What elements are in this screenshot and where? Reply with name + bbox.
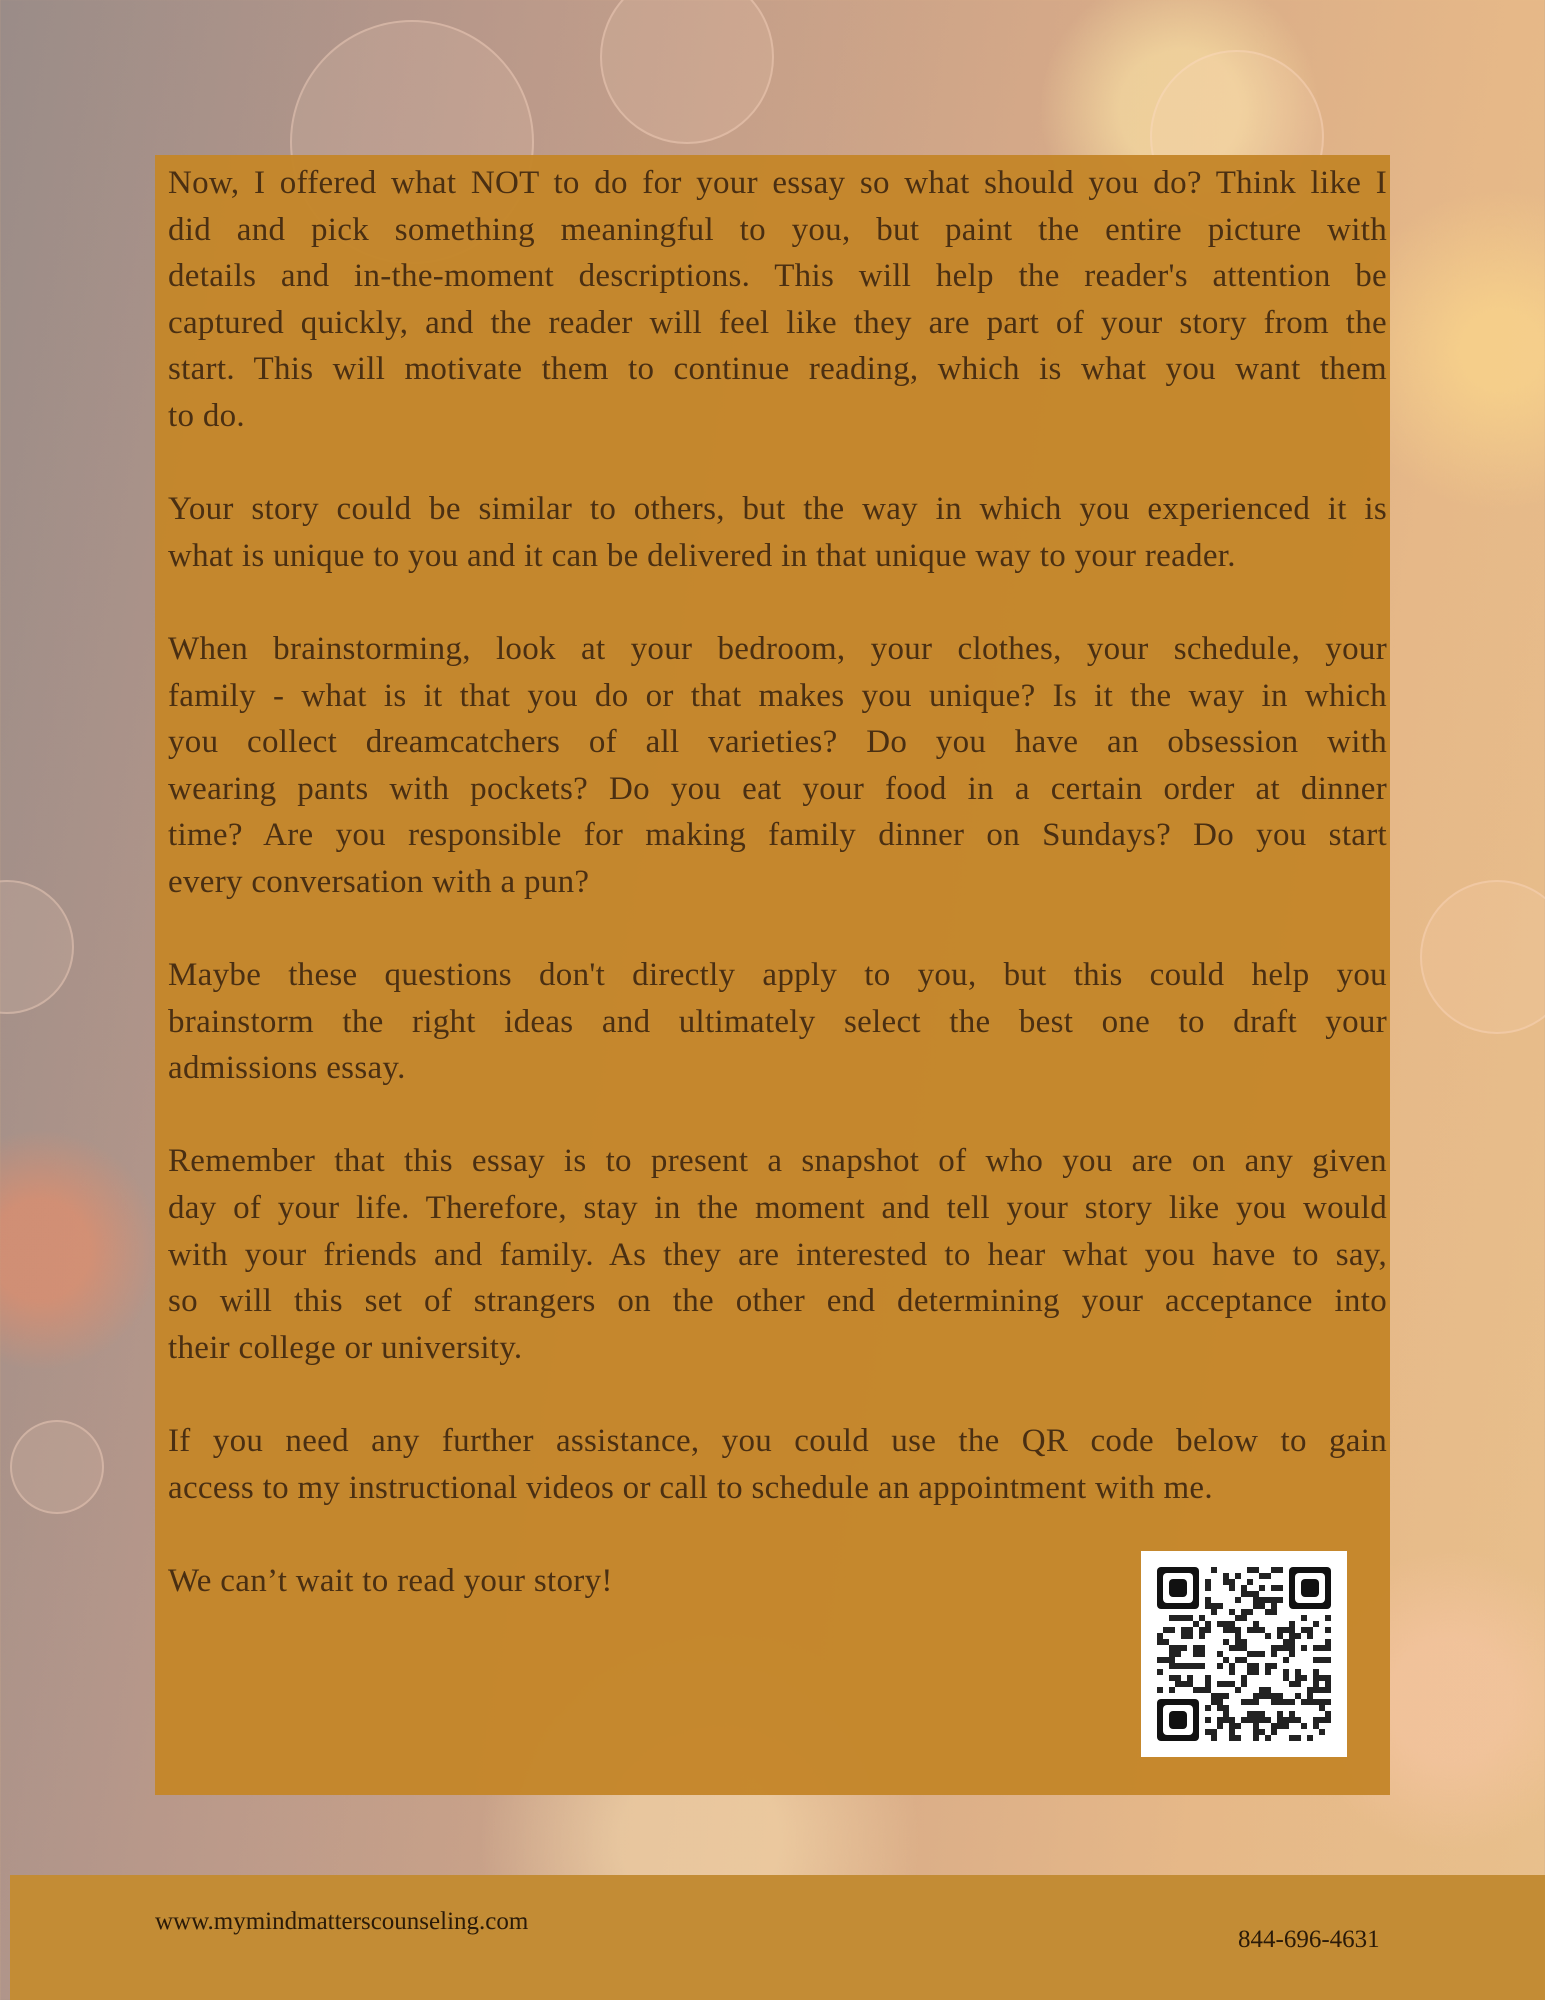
- paragraph: [168, 952, 1387, 1092]
- bokeh-decoration: [10, 1420, 104, 1514]
- text-line: you collect dreamcatchers of all varieties? Do you have an obsession with: [168, 724, 1387, 761]
- text-line: their college or university.: [168, 1329, 523, 1366]
- text-line: captured quickly, and the reader will feel like they are part of your story from the: [168, 304, 1387, 341]
- paragraph: [168, 626, 1387, 906]
- text-line: admissions essay.: [168, 1050, 406, 1087]
- paragraph: [168, 160, 1387, 440]
- text-line: brainstorm the right ideas and ultimately select the best one to draft your: [168, 1003, 1387, 1040]
- text-line: Remember that this essay is to present a snapshot of who you are on any given: [168, 1143, 1387, 1180]
- text-line: family - what is it that you do or that makes you unique? Is it the way in which: [168, 677, 1387, 714]
- text-line: time? Are you responsible for making family dinner on Sundays? Do you start: [168, 817, 1387, 854]
- bokeh-decoration: [1420, 880, 1545, 1034]
- text-line: access to my instructional videos or call to schedule an appointment with me.: [168, 1469, 1213, 1506]
- text-line: what is unique to you and it can be delivered in that unique way to your reader.: [168, 537, 1236, 574]
- text-line: wearing pants with pockets? Do you eat your food in a certain order at dinner: [168, 770, 1387, 807]
- text-line: every conversation with a pun?: [168, 863, 590, 900]
- paragraph: [168, 486, 1387, 579]
- qr-code-icon: [1141, 1551, 1347, 1757]
- website-link[interactable]: www.mymindmatterscounseling.com: [155, 1908, 529, 1935]
- text-line: If you need any further assistance, you could use the QR code below to gain: [168, 1423, 1387, 1460]
- text-line: day of your life. Therefore, stay in the moment and tell your story like you would: [168, 1190, 1387, 1227]
- text-line: Your story could be similar to others, but the way in which you experienced it is: [168, 491, 1387, 528]
- bokeh-decoration: [0, 880, 74, 1014]
- text-line: start. This will motivate them to continue reading, which is what you want them: [168, 351, 1387, 388]
- phone-number: 844-696-4631: [1238, 1926, 1380, 1953]
- text-line: Now, I offered what NOT to do for your essay so what should you do? Think like I: [168, 165, 1387, 201]
- text-line: with your friends and family. As they are interested to hear what you have to say,: [168, 1236, 1387, 1273]
- paragraph: [168, 1418, 1387, 1511]
- text-line: did and pick something meaningful to you, but paint the entire picture with: [168, 211, 1387, 248]
- text-line: We can’t wait to read your story!: [168, 1562, 613, 1599]
- text-line: to do.: [168, 397, 245, 434]
- text-line: When brainstorming, look at your bedroom, your clothes, your schedule, your: [168, 630, 1387, 667]
- text-line: details and in-the-moment descriptions. This will help the reader's attention be: [168, 258, 1387, 295]
- text-line: so will this set of strangers on the other end determining your acceptance into: [168, 1283, 1387, 1320]
- text-line: Maybe these questions don't directly apply to you, but this could help you: [168, 957, 1387, 994]
- paragraph: [168, 1138, 1387, 1371]
- article-body: [168, 160, 1387, 1651]
- qr-code[interactable]: [1141, 1551, 1347, 1757]
- bokeh-decoration: [600, 0, 774, 144]
